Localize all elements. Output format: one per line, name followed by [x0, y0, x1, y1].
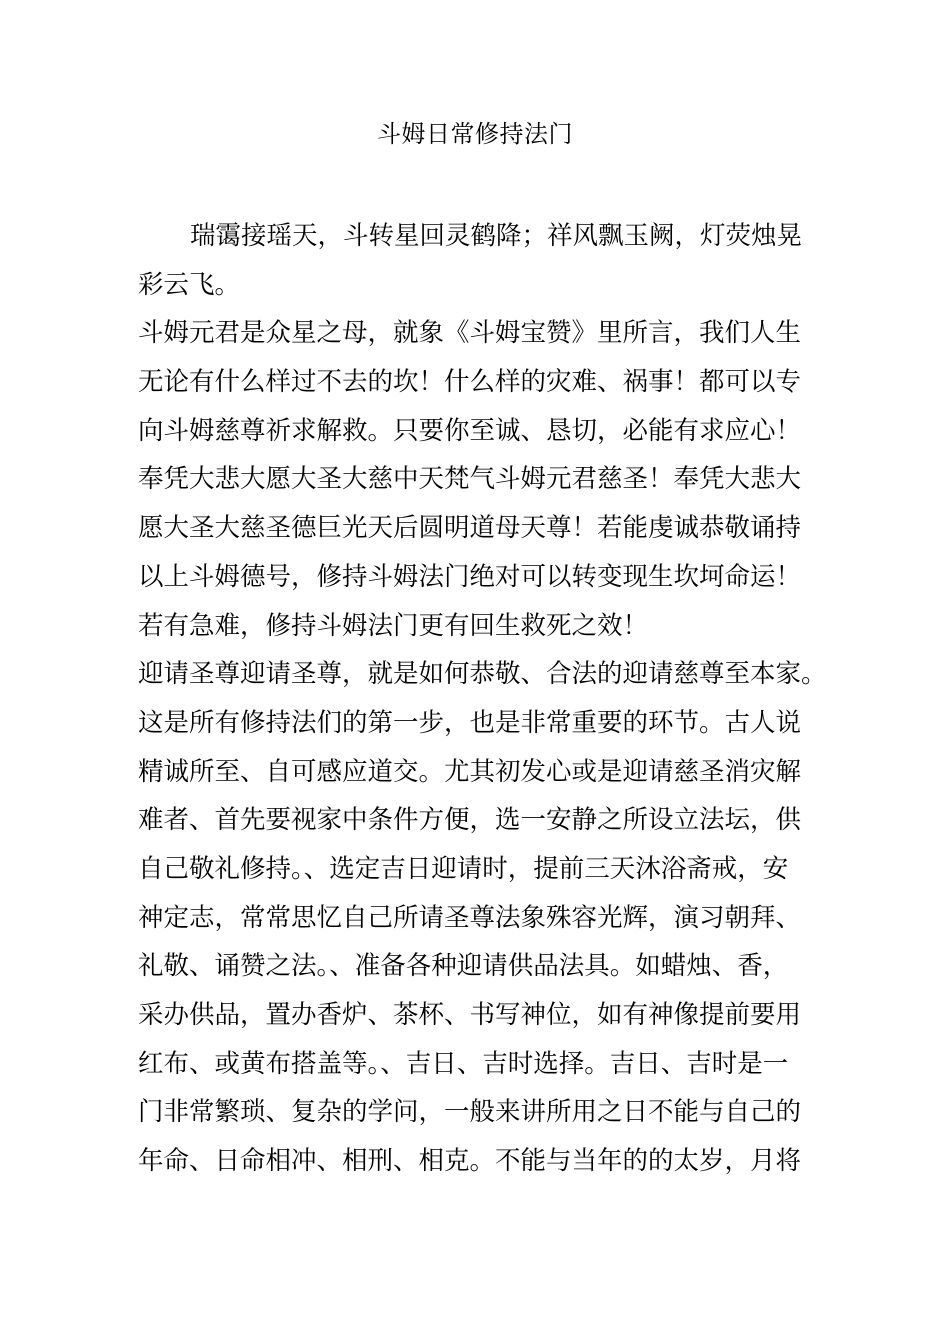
- text-line: 采办供品，置办香炉、茶杯、书写神位，如有神像提前要用: [138, 1000, 802, 1030]
- text-line: 若有急难，修持斗姆法门更有回生救死之效！: [138, 610, 649, 641]
- text-line: 彩云飞。: [138, 269, 241, 300]
- text-line: 门非常繁琐、复杂的学问，一般来讲所用之日不能与自己的: [138, 1097, 802, 1128]
- text-line: 向斗姆慈尊祈求解救。只要你至诚、恳切，必能有求应心！: [138, 415, 802, 446]
- text-line: 红布、或黄布搭盖等。、吉日、吉时选择。吉日、吉时是一: [138, 1048, 789, 1079]
- text-line: 年命、日命相冲、相刑、相克。不能与当年的的太岁，月将: [138, 1146, 802, 1177]
- text-line: 迎请圣尊迎请圣尊，就是如何恭敬、合法的迎请慈尊至本家。: [138, 659, 827, 690]
- text-line: 奉凭大悲大愿大圣大慈中天梵气斗姆元君慈圣！奉凭大悲大: [138, 464, 802, 495]
- text-line: 难者、首先要视家中条件方便，选一安静之所设立法坛，供: [138, 805, 802, 836]
- text-line: 无论有什么样过不去的坎！什么样的灾难、祸事！都可以专: [138, 367, 802, 398]
- text-line: 精诚所至、自可感应道交。尤其初发心或是迎请慈圣消灾解: [138, 756, 802, 787]
- text-line: 这是所有修持法们的第一步，也是非常重要的环节。古人说: [138, 707, 802, 738]
- text-line: 神定志，常常思忆自己所请圣尊法象殊容光辉，演习朝拜、: [138, 902, 802, 933]
- page-title: 斗姆日常修持法门: [377, 120, 573, 148]
- text-line: 斗姆元君是众星之母，就象《斗姆宝赞》里所言，我们人生: [138, 318, 802, 349]
- text-line: 瑞霭接瑶天，斗转星回灵鹤降；祥风飘玉阙，灯荧烛晃: [190, 221, 803, 251]
- text-line: 自己敬礼修持。、选定吉日迎请时，提前三天沐浴斋戒，安: [138, 853, 789, 884]
- text-line: 以上斗姆德号，修持斗姆法门绝对可以转变现生坎坷命运！: [138, 561, 802, 592]
- text-line: 礼敬、诵赞之法。、准备各种迎请供品法具。如蜡烛、香，: [138, 951, 789, 982]
- document-body: [138, 212, 828, 1186]
- text-line: 愿大圣大慈圣德巨光天后圆明道母天尊！若能虔诚恭敬诵持: [138, 513, 802, 544]
